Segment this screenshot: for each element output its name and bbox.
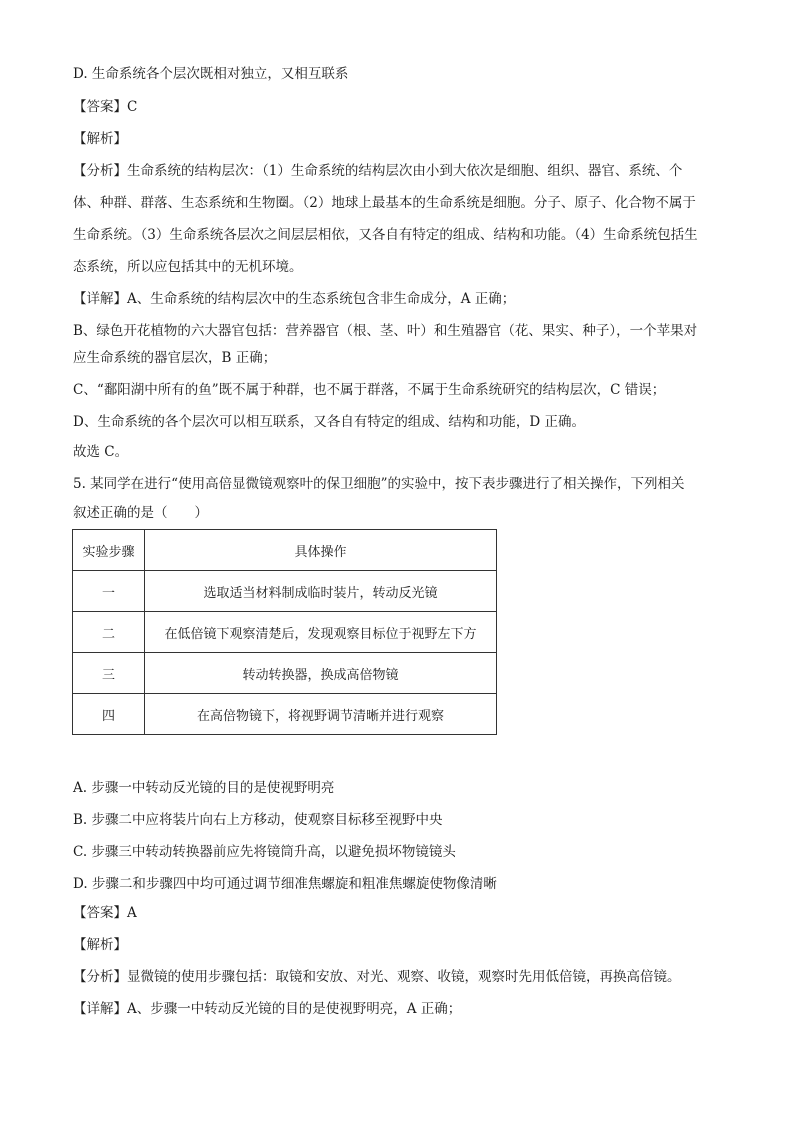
table-header-cell: 实验步骤 (73, 530, 145, 571)
steps-table (72, 529, 497, 735)
step-operation-cell: 在低倍镜下观察清楚后，发现观察目标位于视野左下方 (145, 612, 497, 653)
step-number-cell: 四 (73, 694, 145, 735)
question-stem-line: 5. 某同学在进行“使用高倍显微镜观察叶的保卫细胞”的实验中，按下表步骤进行了相关操作，下列相关 (73, 476, 685, 492)
analysis-text-line: 体、种群、群落、生态系统和生物圈。（2）地球上最基本的生命系统是细胞。分子、原子、化合物不属于 (73, 195, 696, 211)
detail-text-line: 【详解】A、步骤一中转动反光镜的目的是使视野明亮，A 正确； (73, 1001, 462, 1017)
step-operation-cell: 转动转换器，换成高倍物镜 (145, 653, 497, 694)
question-stem-line: 叙述正确的是（ ） (73, 505, 208, 521)
analysis-text-line: 【分析】显微镜的使用步骤包括：取镜和安放、对光、观察、收镜，观察时先用低倍镜，再换高倍镜。 (73, 969, 681, 985)
step-number-cell: 三 (73, 653, 145, 694)
answer-label: 【答案】A (73, 905, 137, 921)
option-d-line: D. 生命系统各个层次既相对独立，又相互联系 (73, 66, 349, 82)
step-operation-cell: 选取适当材料制成临时装片，转动反光镜 (145, 571, 497, 612)
analysis-heading: 【解析】 (73, 131, 127, 147)
analysis-text-line: 生命系统。（3）生命系统各层次之间层层相依，又各自有特定的组成、结构和功能。（4）生命系统包括生 (73, 227, 698, 243)
table-header-cell: 具体操作 (145, 530, 497, 571)
detail-text-line: 【详解】A、生命系统的结构层次中的生态系统包含非生命成分，A 正确； (73, 291, 516, 307)
detail-text-line: C、“鄱阳湖中所有的鱼”既不属于种群，也不属于群落，不属于生命系统研究的结构层次，C 错误； (73, 382, 666, 398)
option-c-line: C. 步骤三中转动转换器前应先将镜筒升高，以避免损坏物镜镜头 (73, 844, 456, 860)
conclusion-line: 故选 C。 (73, 444, 129, 460)
analysis-text-line: 【分析】生命系统的结构层次：（1）生命系统的结构层次由小到大依次是细胞、组织、器官、系统、个 (73, 163, 683, 179)
table-row (73, 653, 497, 694)
option-b-line: B. 步骤二中应将装片向右上方移动，使观察目标移至视野中央 (73, 812, 443, 828)
step-operation-cell: 在高倍物镜下，将视野调节清晰并进行观察 (145, 694, 497, 735)
answer-label: 【答案】C (73, 99, 138, 115)
table-row (73, 694, 497, 735)
option-d-line: D. 步骤二和步骤四中均可通过调节细准焦螺旋和粗准焦螺旋使物像清晰 (73, 876, 497, 892)
option-a-line: A. 步骤一中转动反光镜的目的是使视野明亮 (73, 780, 335, 796)
step-number-cell: 一 (73, 571, 145, 612)
table-row (73, 571, 497, 612)
table-row (73, 612, 497, 653)
detail-text-line: D、生命系统的各个层次可以相互联系，又各自有特定的组成、结构和功能，D 正确。 (73, 414, 585, 430)
analysis-text-line: 态系统，所以应包括其中的无机环境。 (73, 259, 303, 275)
table-header-row (73, 530, 497, 571)
analysis-heading: 【解析】 (73, 937, 127, 953)
detail-text-line: B、绿色开花植物的六大器官包括：营养器官（根、茎、叶）和生殖器官（花、果实、种子），一个苹果对 (73, 323, 698, 339)
step-number-cell: 二 (73, 612, 145, 653)
detail-text-line: 应生命系统的器官层次，B 正确； (73, 350, 277, 366)
